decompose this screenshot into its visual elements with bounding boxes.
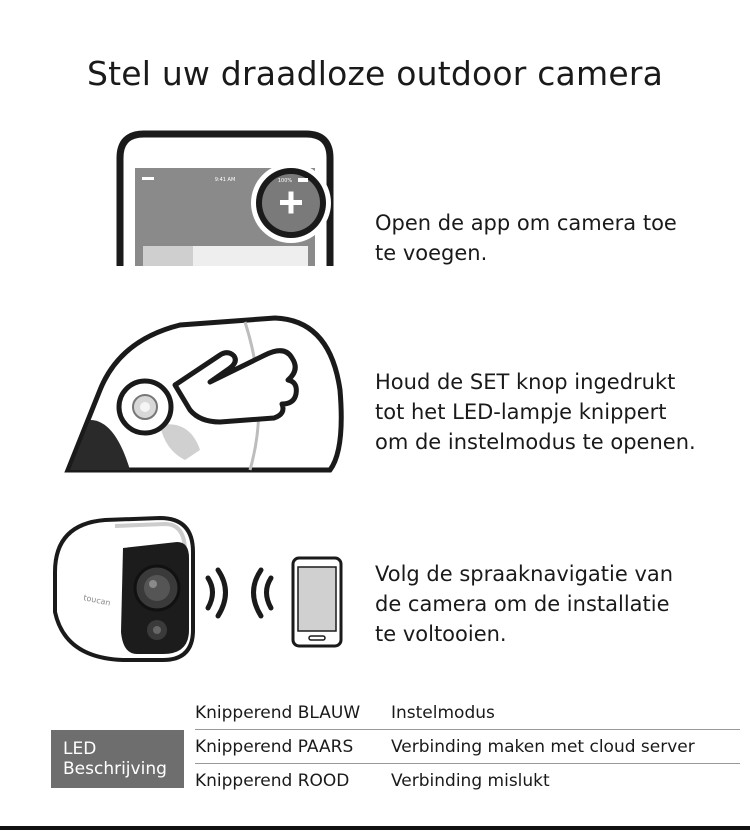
phone-status-battery: 100% (277, 178, 293, 184)
led-state: Knipperend BLAUW (195, 703, 361, 723)
step-2-line-1: Houd de SET knop ingedrukt (375, 370, 676, 394)
camera-brand-label: toucan (82, 593, 112, 608)
step-1-line-1: Open de app om camera toe (375, 211, 677, 235)
led-badge-line-2: Beschrijving (63, 759, 167, 779)
step-2-line-3: om de instelmodus te openen. (375, 430, 696, 454)
camera-to-phone-signal-icon (45, 512, 350, 667)
step-3-line-2: de camera om de installatie (375, 592, 670, 616)
led-meaning: Verbinding maken met cloud server (391, 737, 695, 757)
step-2-line-2: tot het LED-lampje knippert (375, 400, 667, 424)
step-1-text (375, 208, 677, 268)
led-row-purple (195, 728, 740, 762)
led-badge (51, 730, 184, 788)
step-3-text (375, 559, 673, 649)
led-row-red (195, 762, 740, 796)
led-meaning: Instelmodus (391, 703, 495, 723)
led-badge-line-1: LED (63, 739, 97, 759)
led-meaning: Verbinding mislukt (391, 771, 550, 791)
step-3-line-1: Volg de spraaknavigatie van (375, 562, 674, 586)
led-row-blue (195, 694, 740, 728)
bottom-rule (0, 826, 750, 830)
step-3-line-3: te voltooien. (375, 622, 507, 646)
phone-status-time: 9:41 AM (214, 177, 236, 183)
led-state: Knipperend ROOD (195, 771, 350, 791)
camera-set-button-press-icon (60, 310, 350, 475)
step-2-text (375, 367, 696, 457)
phone-plus-icon (110, 128, 340, 268)
led-state: Knipperend PAARS (195, 737, 354, 757)
page-title: Stel uw draadloze outdoor camera (86, 54, 664, 93)
step-1-line-2: te voegen. (375, 241, 488, 265)
